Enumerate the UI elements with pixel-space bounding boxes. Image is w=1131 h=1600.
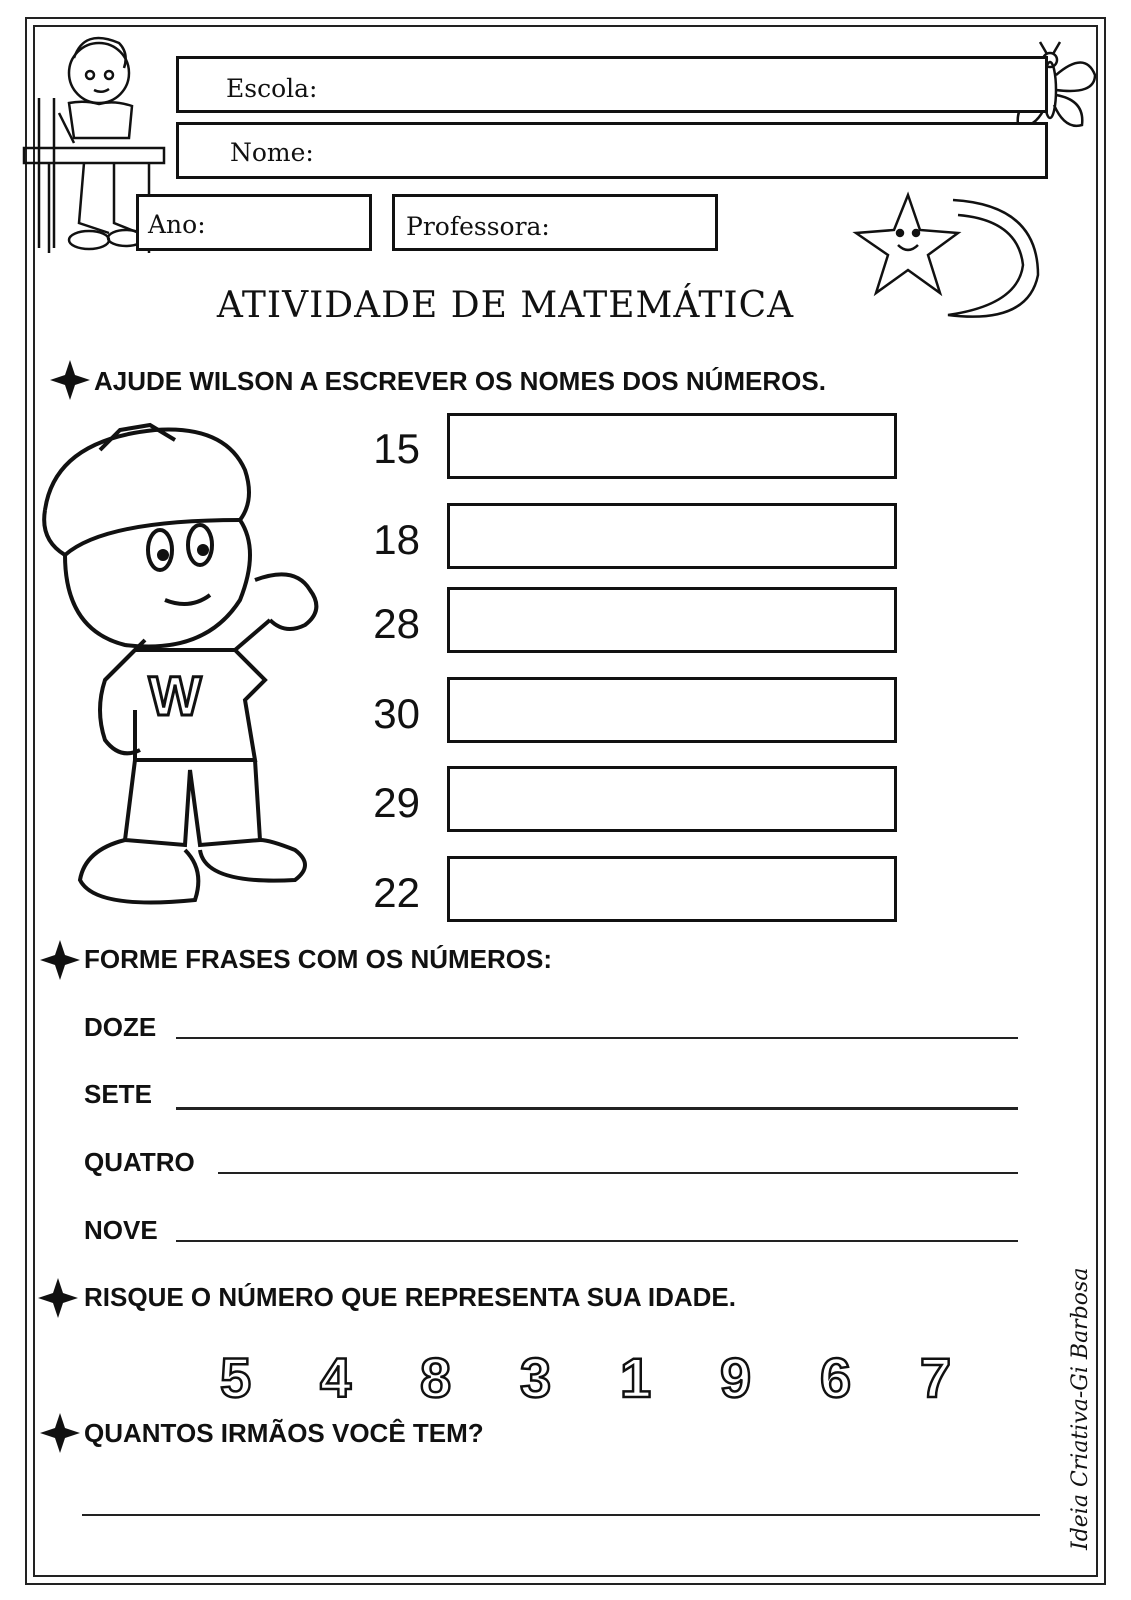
- word-doze: DOZE: [84, 1012, 157, 1042]
- number-name-box[interactable]: [447, 766, 897, 832]
- section2-instruction: FORME FRASES COM OS NÚMEROS:: [84, 944, 553, 974]
- number-name-box[interactable]: [447, 677, 897, 743]
- word-sete: SETE: [84, 1079, 152, 1109]
- sentence-line[interactable]: [176, 1107, 1018, 1110]
- age-digit-4[interactable]: 4: [320, 1346, 352, 1409]
- number-22: 22: [373, 869, 420, 916]
- section4-instruction: QUANTOS IRMÃOS VOCÊ TEM?: [84, 1418, 484, 1448]
- word-nove: NOVE: [84, 1215, 158, 1245]
- number-29: 29: [373, 779, 420, 826]
- age-digit-5[interactable]: 5: [220, 1346, 252, 1409]
- credit-text: Ideia Criativa-Gi Barbosa: [1068, 1267, 1093, 1550]
- age-digit-3[interactable]: 3: [520, 1346, 552, 1409]
- number-name-box[interactable]: [447, 413, 897, 479]
- number-name-box[interactable]: [447, 856, 897, 922]
- age-digit-6[interactable]: 6: [820, 1346, 852, 1409]
- section1-instruction: AJUDE WILSON A ESCREVER OS NOMES DOS NÚMEROS.: [94, 366, 826, 396]
- four-point-star-icon: [40, 940, 80, 980]
- wilson-character-illustration: [25, 410, 355, 930]
- page-title: ATIVIDADE DE MATEMÁTICA: [216, 285, 795, 326]
- wilson-shirt-letter: W: [148, 664, 202, 727]
- number-name-box[interactable]: [447, 503, 897, 569]
- word-quatro: QUATRO: [84, 1147, 195, 1177]
- answer-line[interactable]: [82, 1514, 1040, 1516]
- four-point-star-icon: [40, 1413, 80, 1453]
- four-point-star-icon: [50, 360, 90, 400]
- sentence-line[interactable]: [218, 1172, 1018, 1174]
- escola-label: Escola:: [226, 74, 318, 103]
- sentence-line[interactable]: [176, 1240, 1018, 1242]
- ano-label: Ano:: [148, 210, 206, 239]
- professora-label: Professora:: [406, 212, 550, 241]
- number-28: 28: [373, 600, 420, 647]
- age-digit-9[interactable]: 9: [720, 1346, 752, 1409]
- age-digit-7[interactable]: 7: [920, 1346, 952, 1409]
- four-point-star-icon: [38, 1278, 78, 1318]
- number-15: 15: [373, 425, 420, 472]
- sentence-line[interactable]: [176, 1037, 1018, 1039]
- section3-instruction: RISQUE O NÚMERO QUE REPRESENTA SUA IDADE.: [84, 1282, 736, 1312]
- age-digit-1[interactable]: 1: [620, 1346, 652, 1409]
- number-name-box[interactable]: [447, 587, 897, 653]
- number-30: 30: [373, 690, 420, 737]
- age-digit-8[interactable]: 8: [420, 1346, 452, 1409]
- number-18: 18: [373, 516, 420, 563]
- nome-label: Nome:: [230, 138, 314, 167]
